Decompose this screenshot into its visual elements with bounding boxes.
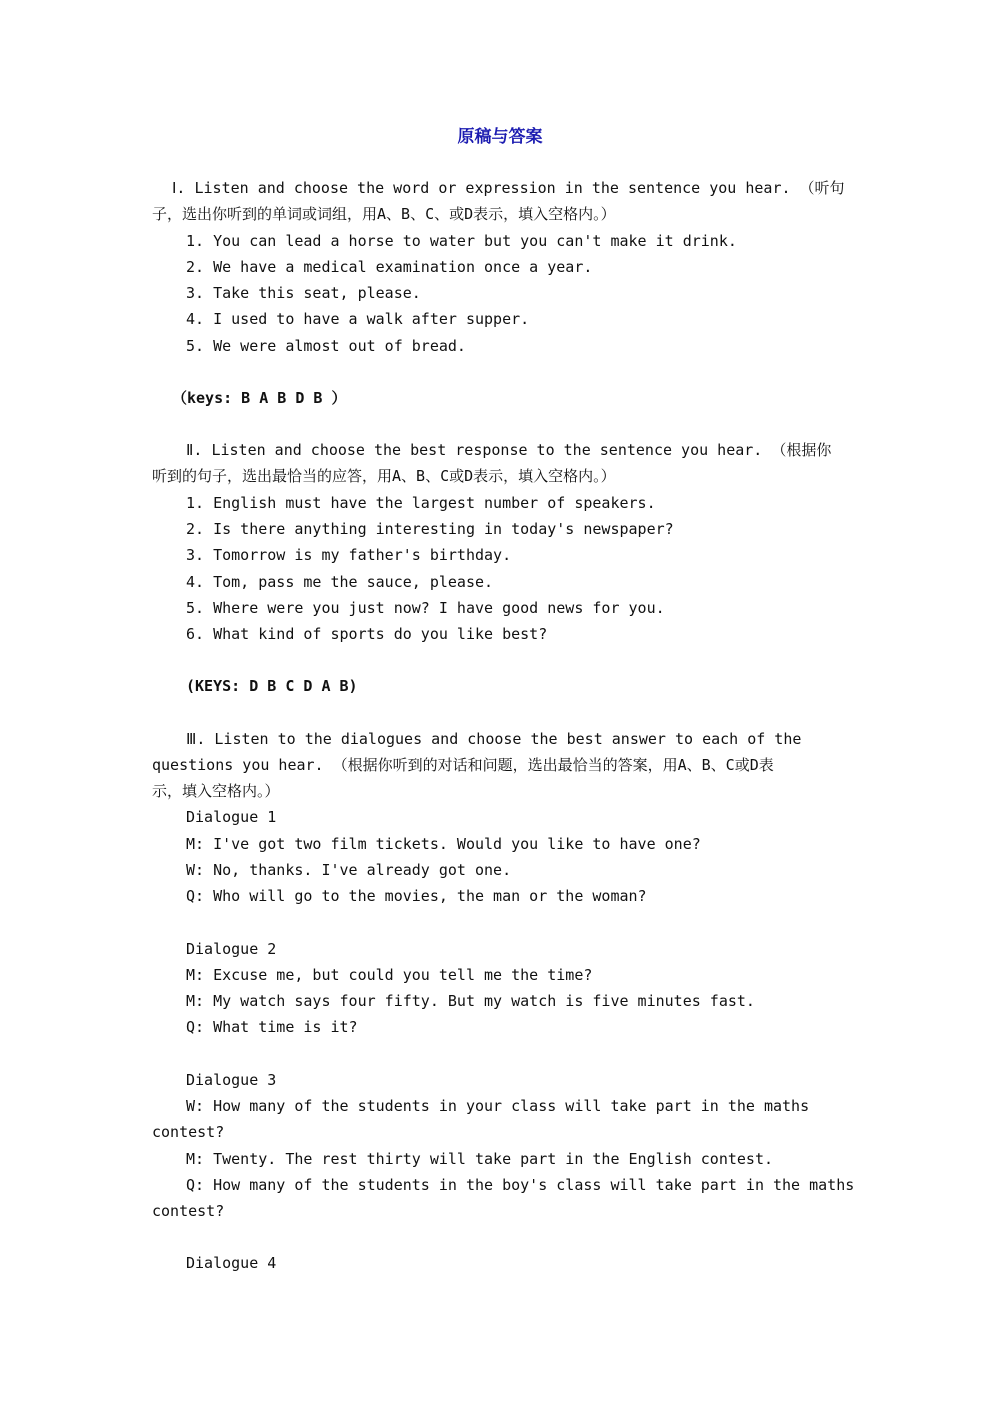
dialogue-line: M: My watch says four fifty. But my watch is five minutes fast.: [186, 992, 755, 1010]
section2-item: 1. English must have the largest number of speakers.: [186, 494, 656, 512]
section1-keys: （keys: B A B D B ）: [172, 389, 347, 407]
section2-item: 4. Tom, pass me the sauce, please.: [186, 573, 494, 591]
section2-keys: (KEYS: D B C D A B): [186, 677, 358, 695]
dialogue-line: M: I've got two film tickets. Would you like to have one?: [186, 835, 701, 853]
section2-item: 5. Where were you just now? I have good news for you.: [186, 599, 665, 617]
dialogue-heading: Dialogue 3: [186, 1071, 277, 1089]
dialogue-heading: Dialogue 2: [186, 940, 277, 958]
section2-intro-line2: 听到的句子，选出最恰当的应答，用A、B、C或D表示，填入空格内。）: [152, 467, 616, 485]
section3-intro-line2: questions you hear. （根据你听到的对话和问题，选出最恰当的答案，用A、B、C或D表: [152, 756, 774, 774]
section2-item: 6. What kind of sports do you like best?: [186, 625, 548, 643]
dialogue-line: contest?: [152, 1202, 225, 1220]
section1-item: 2. We have a medical examination once a year.: [186, 258, 593, 276]
section3-intro-line1: Ⅲ. Listen to the dialogues and choose the best answer to each of the: [186, 730, 802, 748]
dialogue-line: M: Twenty. The rest thirty will take part in the English contest.: [186, 1150, 773, 1168]
dialogue-line: W: No, thanks. I've already got one.: [186, 861, 512, 879]
dialogue-line: Q: Who will go to the movies, the man or the woman?: [186, 887, 647, 905]
section2-item: 2. Is there anything interesting in today's newspaper?: [186, 520, 674, 538]
dialogue-line: Q: What time is it?: [186, 1018, 358, 1036]
dialogue-line: M: Excuse me, but could you tell me the time?: [186, 966, 593, 984]
section2-intro-line1: Ⅱ. Listen and choose the best response to the sentence you hear. （根据你: [186, 441, 832, 459]
section1-item: 5. We were almost out of bread.: [186, 337, 466, 355]
section1-intro-line1: Ⅰ. Listen and choose the word or expression in the sentence you hear. （听句: [172, 179, 845, 197]
page-title: 原稿与答案: [457, 127, 543, 147]
section1-intro-line2: 子，选出你听到的单词或词组，用A、B、C、或D表示，填入空格内。）: [152, 205, 616, 223]
section1-item: 3. Take this seat, please.: [186, 284, 421, 302]
section1-item: 1. You can lead a horse to water but you can't make it drink.: [186, 232, 737, 250]
dialogue-line: W: How many of the students in your class will take part in the maths: [186, 1097, 810, 1115]
section2-item: 3. Tomorrow is my father's birthday.: [186, 546, 512, 564]
dialogue-heading: Dialogue 4: [186, 1254, 277, 1272]
section3-intro-line3: 示，填入空格内。）: [152, 782, 280, 800]
dialogue-heading: Dialogue 1: [186, 808, 277, 826]
dialogue-line: contest?: [152, 1123, 225, 1141]
dialogue-line: Q: How many of the students in the boy's class will take part in the maths: [186, 1176, 855, 1194]
section1-item: 4. I used to have a walk after supper.: [186, 310, 530, 328]
